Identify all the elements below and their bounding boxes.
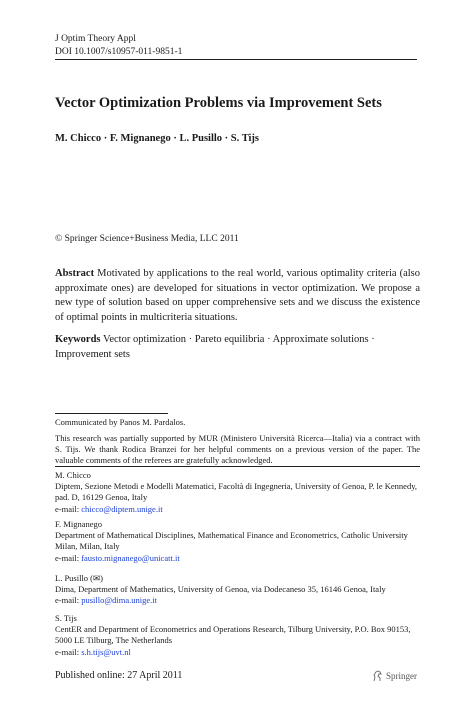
affiliation-name: S. Tijs bbox=[55, 613, 77, 623]
email-label: e-mail: bbox=[55, 646, 80, 657]
affiliation-rule bbox=[55, 466, 420, 467]
affiliation-address: Dima, Department of Mathematics, University of Genoa, via Dodecaneso 35, 16146 Genoa, Italy bbox=[55, 584, 386, 595]
affiliation-chicco bbox=[55, 470, 420, 515]
publisher-logo bbox=[372, 670, 417, 682]
author-list: M. Chicco · F. Mignanego · L. Pusillo · S. Tijs bbox=[55, 133, 260, 144]
abstract bbox=[55, 267, 420, 325]
affiliation-tijs bbox=[55, 613, 420, 658]
published-date: Published online: 27 April 2011 bbox=[55, 670, 183, 681]
keywords-label: Keywords bbox=[55, 334, 101, 345]
affiliation-address: CentER and Department of Econometrics and Operations Research, Tilburg University, P.O. Box 90153, 5000 LE Tilburg, The Netherlands bbox=[55, 624, 411, 646]
abstract-label: Abstract bbox=[55, 268, 95, 279]
publisher-name: Springer bbox=[386, 671, 417, 681]
springer-horse-icon bbox=[372, 670, 383, 682]
doi: DOI 10.1007/s10957-011-9851-1 bbox=[55, 47, 183, 57]
affiliation-pusillo bbox=[55, 573, 420, 607]
email-label: e-mail: bbox=[55, 503, 80, 514]
email-label: e-mail: bbox=[55, 552, 80, 563]
keywords-text: Vector optimization · Pareto equilibria · Approximate solutions · Improvement sets bbox=[55, 334, 375, 360]
keywords bbox=[55, 333, 420, 362]
affiliation-name: F. Mignanego bbox=[55, 519, 103, 529]
paper-title: Vector Optimization Problems via Improvement Sets bbox=[55, 95, 382, 111]
affiliation-address: Diptem, Sezione Metodi e Modelli Matematici, Facoltà di Ingegneria, University of Genoa, P. le Kennedy, pad. D, 16129 Genoa, Italy bbox=[55, 481, 418, 503]
communicated-by: Communicated by Panos M. Pardalos. bbox=[55, 417, 186, 427]
copyright-line: © Springer Science+Business Media, LLC 2011 bbox=[55, 234, 239, 244]
affiliation-address: Department of Mathematical Disciplines, Mathematical Finance and Econometrics, Catholic University Milan, Milan, Italy bbox=[55, 530, 408, 552]
support-note: This research was partially supported by MUR (Ministero Università Ricerca—Italia) via a contract with S. Tijs. We thank Rodica Branzei for her helpful comments on a previous version of the paper. The valuable comments of the referees are gratefully acknowledged. bbox=[55, 433, 420, 466]
affiliation-name: L. Pusillo (✉) bbox=[55, 573, 103, 583]
footnote-rule bbox=[55, 413, 168, 414]
journal-header bbox=[55, 33, 182, 59]
email-link[interactable]: pusillo@dima.unige.it bbox=[81, 595, 158, 606]
abstract-text: Motivated by applications to the real world, various optimality criteria (also approximate ones) are developed for situations in vector optimization. We propose a new type of solution based on upper comprehensive sets and we discuss the existence of optimal points in multicriteria situations. bbox=[55, 268, 420, 323]
email-link[interactable]: chicco@diptem.unige.it bbox=[81, 503, 163, 514]
affiliation-name: M. Chicco bbox=[55, 470, 91, 480]
journal-name: J Optim Theory Appl bbox=[55, 34, 136, 44]
email-link[interactable]: s.h.tijs@uvt.nl bbox=[81, 646, 131, 657]
affiliation-mignanego bbox=[55, 519, 420, 564]
header-rule bbox=[55, 59, 417, 60]
email-label: e-mail: bbox=[55, 595, 80, 606]
email-link[interactable]: fausto.mignanego@unicatt.it bbox=[81, 552, 180, 563]
